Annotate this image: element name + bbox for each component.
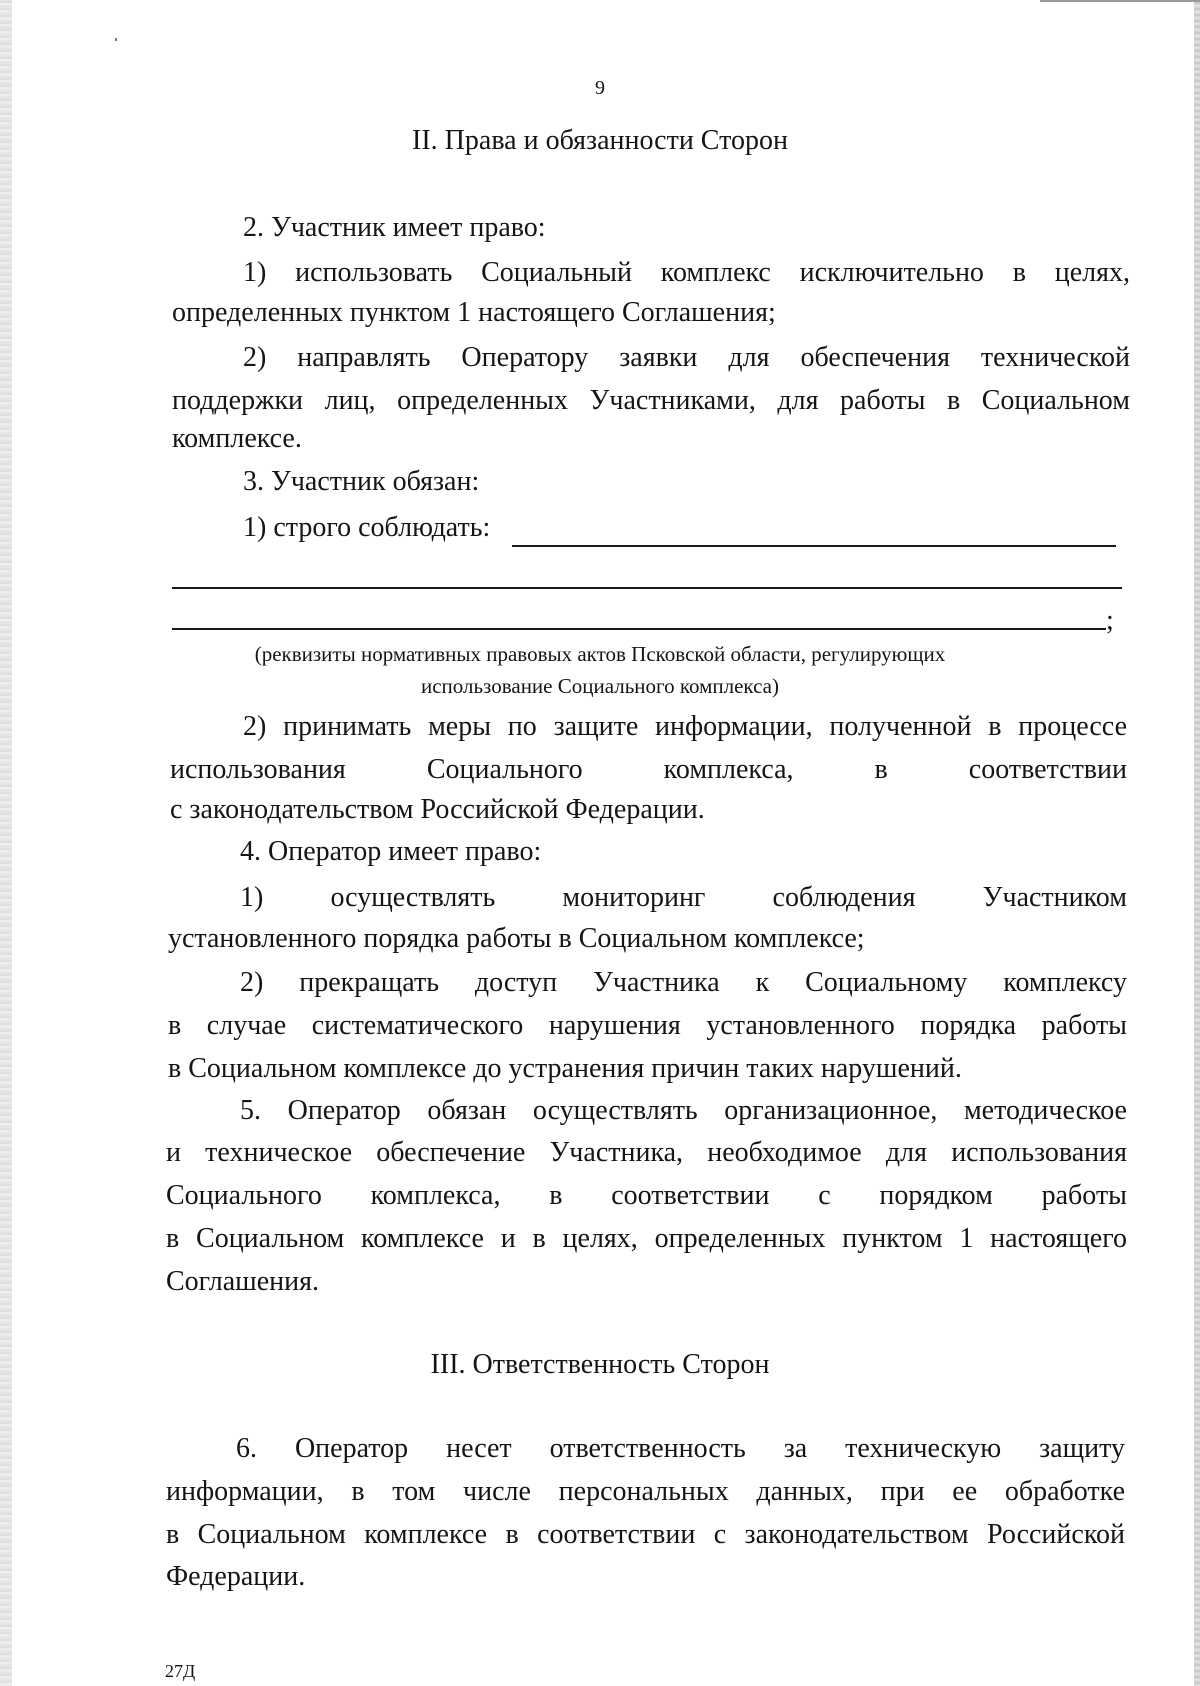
- paragraph-6-line2: информации, в том числе персональных данных, при ее обработке: [166, 1476, 1125, 1507]
- section-heading-liability: III. Ответственность Сторон: [430, 1349, 770, 1380]
- scan-speck: [115, 38, 117, 41]
- paragraph-2: 2. Участник имеет право:: [243, 212, 546, 243]
- fill-in-line-3: [172, 628, 1106, 630]
- paragraph-4: 4. Оператор имеет право:: [240, 836, 542, 867]
- paragraph-2-2-line3: комплексе.: [172, 423, 302, 454]
- fill-in-semicolon: ;: [1106, 605, 1114, 636]
- paragraph-3-2-line2: использования Социального комплекса, в соответствии: [170, 754, 1127, 785]
- paragraph-3-2-line3: с законодательством Российской Федерации.: [170, 794, 705, 825]
- fill-in-line-2: [172, 587, 1122, 589]
- section-heading-rights: II. Права и обязанности Сторон: [412, 125, 788, 156]
- paragraph-6-line3: в Социальном комплексе в соответствии с законодательством Российской: [166, 1519, 1125, 1550]
- paragraph-3-2-line1: 2) принимать меры по защите информации, полученной в процессе: [243, 711, 1127, 742]
- paragraph-6-line1: 6. Оператор несет ответственность за техническую защиту: [236, 1433, 1125, 1464]
- scan-edge-top: [1040, 0, 1200, 2]
- paragraph-2-1-line2: определенных пунктом 1 настоящего Соглашения;: [172, 297, 776, 328]
- scan-edge-right: [1194, 0, 1200, 1686]
- paragraph-5-line4: в Социальном комплексе и в целях, определенных пунктом 1 настоящего: [166, 1223, 1127, 1254]
- paragraph-4-1-line1: 1) осуществлять мониторинг соблюдения Участником: [240, 882, 1127, 913]
- paragraph-2-1-line1: 1) использовать Социальный комплекс исключительно в целях,: [243, 257, 1130, 288]
- footer-code: 27Д: [165, 1661, 196, 1681]
- paragraph-5-line2: и техническое обеспечение Участника, необходимое для использования: [166, 1137, 1127, 1168]
- paragraph-6-line4: Федерации.: [166, 1561, 306, 1592]
- paragraph-3-1: 1) строго соблюдать:: [243, 512, 491, 543]
- paragraph-3: 3. Участник обязан:: [243, 466, 480, 497]
- fill-in-line-1: [512, 545, 1116, 547]
- paragraph-5-line5: Соглашения.: [166, 1266, 319, 1297]
- paragraph-4-2-line2: в случае систематического нарушения установленного порядка работы: [168, 1010, 1127, 1041]
- scan-edge-left: [0, 0, 12, 1686]
- paragraph-2-2-line2: поддержки лиц, определенных Участниками, для работы в Социальном: [172, 385, 1130, 416]
- page-number: 9: [595, 77, 605, 99]
- paragraph-4-2-line3: в Социальном комплексе до устранения причин таких нарушений.: [168, 1053, 962, 1084]
- paragraph-4-1-line2: установленного порядка работы в Социальном комплексе;: [168, 923, 865, 954]
- paragraph-5-line1: 5. Оператор обязан осуществлять организационное, методическое: [240, 1095, 1127, 1126]
- paragraph-4-2-line1: 2) прекращать доступ Участника к Социальному комплексу: [240, 967, 1127, 998]
- fill-in-caption-line1: (реквизиты нормативных правовых актов Псковской области, регулирующих: [254, 642, 946, 666]
- paragraph-2-2-line1: 2) направлять Оператору заявки для обеспечения технической: [243, 342, 1130, 373]
- paragraph-5-line3: Социального комплекса, в соответствии с порядком работы: [166, 1180, 1127, 1211]
- fill-in-caption-line2: использование Социального комплекса): [420, 674, 779, 698]
